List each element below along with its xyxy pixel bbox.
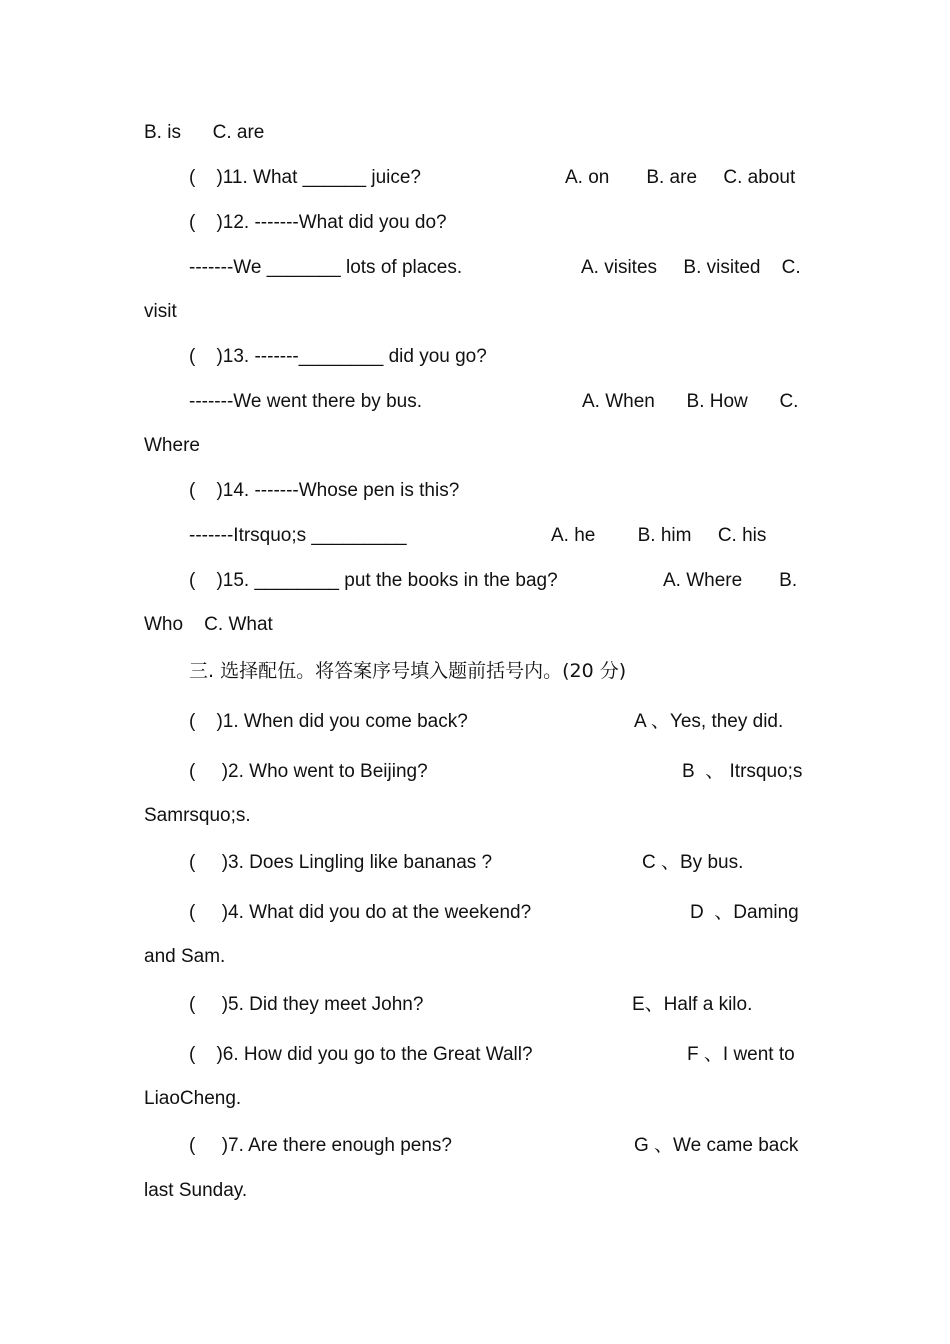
match-answer-g-wrap: last Sunday.: [144, 1180, 248, 1201]
q15-options: A. Where B.: [663, 570, 798, 591]
q14-answer-line: -------Itrsquo;s _________: [189, 525, 407, 546]
match-answer-d: D 、Daming: [690, 902, 799, 923]
match-question-6: ( )6. How did you go to the Great Wall?: [189, 1044, 533, 1065]
q11-options: A. on B. are C. about: [565, 167, 796, 188]
match-answer-b-wrap: Samrsquo;s.: [144, 805, 251, 826]
section-heading: 三. 选择配伍。将答案序号填入题前括号内。(20 分): [189, 660, 627, 682]
match-answer-d-wrap: and Sam.: [144, 946, 226, 967]
match-question-4: ( )4. What did you do at the weekend?: [189, 902, 532, 923]
match-question-5: ( )5. Did they meet John?: [189, 994, 424, 1015]
match-answer-e: E、Half a kilo.: [632, 994, 753, 1015]
q12-options: A. visites B. visited C.: [581, 257, 801, 278]
q14-options: A. he B. him C. his: [551, 525, 767, 546]
q12-stem: ( )12. -------What did you do?: [189, 212, 447, 233]
match-answer-c: C 、By bus.: [642, 852, 744, 873]
q13-answer-line: -------We went there by bus.: [189, 391, 422, 412]
q10-options-wrap: B. is C. are: [144, 122, 265, 143]
q13-options-wrap: Where: [144, 435, 200, 456]
q13-stem: ( )13. -------________ did you go?: [189, 346, 487, 367]
q15-stem: ( )15. ________ put the books in the bag?: [189, 570, 558, 591]
match-question-7: ( )7. Are there enough pens?: [189, 1135, 453, 1156]
match-answer-f-wrap: LiaoCheng.: [144, 1088, 242, 1109]
q13-options: A. When B. How C.: [582, 391, 799, 412]
match-question-1: ( )1. When did you come back?: [189, 711, 468, 732]
q11-stem: ( )11. What ______ juice?: [189, 167, 421, 188]
match-question-3: ( )3. Does Lingling like bananas ?: [189, 852, 493, 873]
match-answer-a: A 、Yes, they did.: [634, 711, 784, 732]
q15-options-wrap: Who C. What: [144, 614, 273, 635]
q14-stem: ( )14. -------Whose pen is this?: [189, 480, 460, 501]
q12-answer-line: -------We _______ lots of places.: [189, 257, 463, 278]
match-question-2: ( )2. Who went to Beijing?: [189, 761, 428, 782]
match-answer-b: B 、 Itrsquo;s: [682, 761, 803, 782]
match-answer-g: G 、We came back: [634, 1135, 799, 1156]
match-answer-f: F 、I went to: [687, 1044, 795, 1065]
q12-options-wrap: visit: [144, 301, 177, 322]
